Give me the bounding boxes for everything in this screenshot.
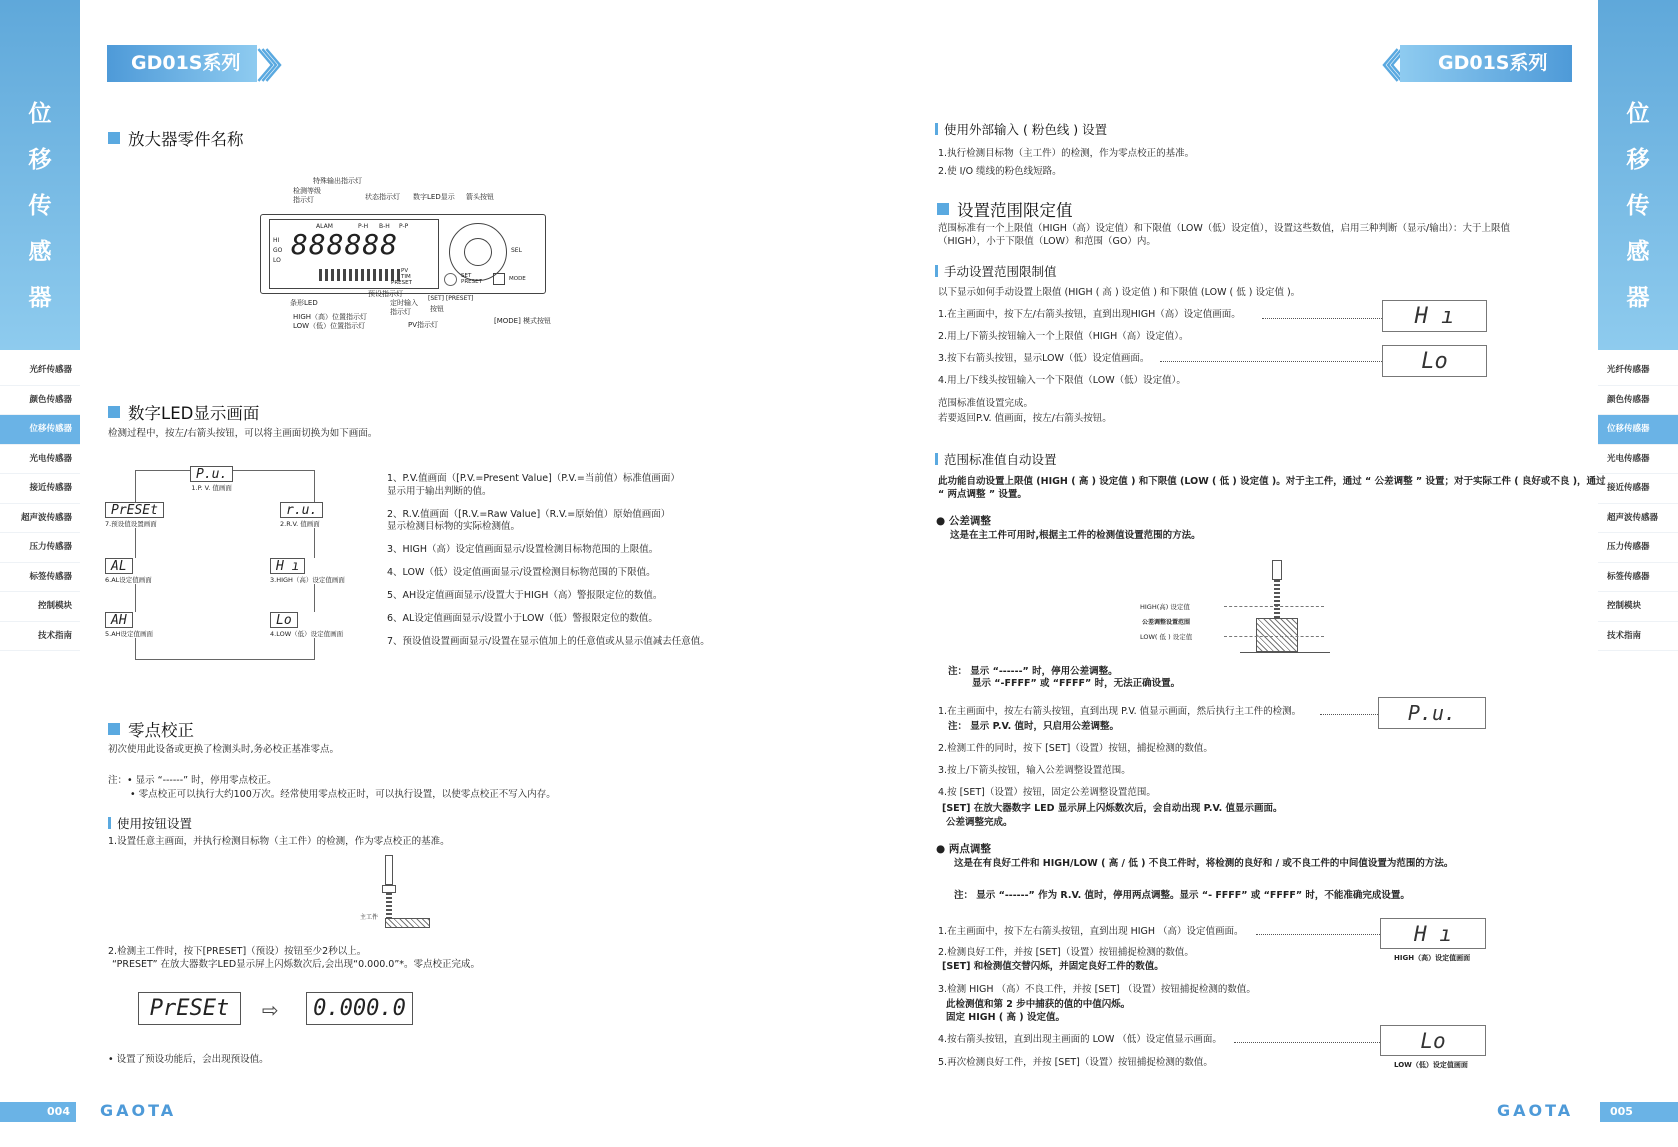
series-title-left: GD01S系列 xyxy=(107,45,257,82)
diagram-label: 检测等级 xyxy=(293,187,321,195)
section-title: 数字LED显示画面 xyxy=(108,400,259,424)
page-number-right: 005 xyxy=(1600,1102,1678,1122)
nav-item[interactable]: 压力传感器 xyxy=(1598,533,1678,563)
mode-low: Lo 4.LOW（低）设定值画面 xyxy=(270,613,344,638)
bar-led xyxy=(319,269,401,281)
nav-left xyxy=(0,356,80,651)
bullet-heading: ● 两点调整 xyxy=(936,843,991,855)
nav-item[interactable]: 标签传感器 xyxy=(0,563,80,593)
nav-item[interactable]: 控制模块 xyxy=(1598,592,1678,622)
nav-item[interactable]: 控制模块 xyxy=(0,592,80,622)
nav-item[interactable]: 光纤传感器 xyxy=(0,356,80,386)
diagram-label: 指示灯 xyxy=(390,308,411,316)
section-intro: 初次使用此设备或更换了检测头时,务必校正基准零点。 xyxy=(108,744,340,755)
section-marker xyxy=(108,406,120,418)
side-title-left: 位 移 传 感 器 xyxy=(28,101,52,311)
diagram-label: 预设指示灯 xyxy=(368,290,403,298)
amplifier-diagram xyxy=(258,170,558,350)
lcd-pv: P.u. xyxy=(1378,697,1486,729)
nav-item[interactable]: 光纤传感器 xyxy=(1598,356,1678,386)
nav-item-active[interactable]: 位移传感器 xyxy=(1598,415,1678,445)
nav-item[interactable]: 压力传感器 xyxy=(0,533,80,563)
seven-segment-display: 888888 xyxy=(291,228,399,261)
mode-rv: r.u. 2.R.V. 值画面 xyxy=(280,502,323,528)
mode-pv: P.u. 1.P. V. 值画面 xyxy=(191,467,232,492)
tolerance-diagram: HIGH(高) 设定值 公差调整设置范围 LOW( 低 ) 设定值 xyxy=(1140,560,1330,660)
note: 注：• 显示 “------” 时，停用零点校正。 xyxy=(108,775,277,786)
diagram-label: 特殊输出指示灯 xyxy=(313,177,362,185)
mode-ah: AH 5.AH设定值画面 xyxy=(105,613,154,638)
bullet-heading: ● 公差调整 xyxy=(936,515,991,527)
set-button[interactable] xyxy=(444,273,457,286)
mode-high: H ı 3.HIGH（高）设定值画面 xyxy=(270,559,345,584)
section-marker xyxy=(108,723,120,735)
arrow-right-icon: ⇨ xyxy=(262,998,279,1022)
amplifier-body: ALAM P-H B-H P-P HI GO LO 888888 PV TIM PRESET SEL SET PRESET MODE xyxy=(260,214,546,294)
section-title: 放大器零件名称 xyxy=(108,126,244,150)
zero-lcd: 0.000.0 xyxy=(306,992,413,1025)
mode-descriptions: 1、P.V.值画面（[P.V.=Present Value]（P.V.=当前值）标准值画面） 显示用于输出判断的值。 2、R.V.值画面（[R.V.=Raw Value]（R.V.=原始值）原始值画面） 显示检测目标物的实际检测值。 3、HIGH（高）设定值画面显示/设置检测目标物范围的上限值。 4、LOW（低）设定值画面显示/设置检测目标物范围的下限值。 5、AH设定值画面显示/设置大于HIGH（高）警报限定位的数值。 6、AL设定值画面显示/设置小于LOW（低）警报限定位的数值。 7、预设值设置画面显示/设置在显示值加上的任意值或从显示值减去任意值。 xyxy=(387,473,710,647)
section-title: 零点校正 xyxy=(108,717,194,741)
diagram-label: 数字LED显示 xyxy=(413,193,455,201)
nav-item[interactable]: 颜色传感器 xyxy=(0,386,80,416)
diagram-label: 箭头按钮 xyxy=(466,193,494,201)
section-title: 设置范围限定值 xyxy=(937,197,1073,221)
subsection-title: 使用外部输入 ( 粉色线 ) 设置 xyxy=(935,120,1107,138)
nav-item[interactable]: 接近传感器 xyxy=(1598,474,1678,504)
brand-logo: GAOTA xyxy=(100,1101,177,1120)
mode-cycle-diagram xyxy=(105,460,355,670)
diagram-label: PV指示灯 xyxy=(408,321,439,329)
nav-item[interactable]: 技术指南 xyxy=(0,622,80,652)
subsection-title: 手动设置范围限制值 xyxy=(935,262,1057,280)
diagram-label: 定时输入 xyxy=(390,299,418,307)
page-number-left: 004 xyxy=(0,1102,76,1122)
step: 1.设置任意主画面，并执行检测目标物（主工件）的检测，作为零点校正的基准。 xyxy=(108,836,450,847)
note: • 零点校正可以执行大约100万次。经常使用零点校正时，可以执行设置，以使零点校正不写入内存。 xyxy=(130,789,556,800)
step: “PRESET” 在放大器数字LED显示屏上闪烁数次后,会出现“0.000.0”*。零点校正完成。 xyxy=(112,959,481,970)
catalog-spread: 位 移 传 感 器 位 移 传 感 器 光纤传感器 颜色传感器 位移传感器 光电传感器 接近传感器 超声波传感器 压力传感器 标签传感器 控制模块 技术指南 光纤传感器 颜色传感器 位移传感器 光电传感器 接近传感器 超声波传感器 压力传感器 标签传感器 控制模块 技术指南 GD01S系列 〉〉〉 〈〈〈 GD01S系列 放大器零件名称 特殊输出指示灯 检测等级 指示灯 状态指示灯 数字LED显示 箭头按钮 ALAM P-H B-H P-P HI GO LO 888888 PV TIM PRESET SEL SET PRESET MODE 预设指示灯 条形LED 定时输入 指示灯 [SET] [PRESET] 按钮 HIGH（高）位置指示灯 LOW（低）位置指示灯 PV指示灯 [MODE] 模式按钮 数字LED显示画面 检测过程中，按左/右箭头按钮，可以将主画面切换为如下画面。 P.u. 1.P. V. 值画面 r.u. 2.R.V. 值画面 H ı 3.HIGH（高）设定值画面 Lo 4.LOW（低）设定值画面 AH 5.AH设定值画面 AL 6.AL设定值画面 PrESEt 7.预设值设置画面 1、P.V.值画面（[P.V.=Present Value]（P.V.=当前值）标准值画面） 显示用于输出判断的值。 2、R.V.值画面（[R.V.=Raw Value]（R.V.=原始值）原始值画面） 显示检测目标物的实际检测值。 3、HIGH（高）设定值画面显示/设置检测目标物范围的上限值。 4、LOW（低）设定值画面显示/设置检测目标物范围的下限值。 5、AH设定值画面显示/设置大于HIGH（高）警报限定位的数值。 6、AL设定值画面显示/设置小于LOW（低）警报限定位的数值。 7、预设值设置画面显示/设置在显示值加上的任意值或从显示值减去任意值。 零点校正 初次使用此设备或更换了检测头时,务必校正基准零点。 注：• 显示 “------” 时，停用零点校正。 • 零点校正可以执行大约100万次。经常使用零点校正时，可以执行设置，以使零点校正不写入内存。 使用按钮设置 1.设置任意主画面，并执行检测目标物（主工件）的检测，作为零点校正的基准。 主工件 2.检测主工件时，按下[PRESET]（预设）按钮至少2秒以上。 “PRESET” 在放大器数字LED显示屏上闪烁数次后,会出现“0.000.0”*。零点校正完成。 PrESEt ⇨ 0.000.0 • 设置了预设功能后，会出现预设值。 使用外部输入 ( 粉色线 ) 设置 1.执行检测目标物（主工件）的检测，作为零点校正的基准。 2.使 I/O 缆线的粉色线短路。 设置范围限定值 范围标准有一个上限值（HIGH（高）设定值）和下限值（LOW（低）设定值），设置这些数值，启用三种判断（显示/输出）：大于上限值 （HIGH），小于下限值（LOW）和范围（GO）内。 手动设置范围限制值 以下显示如何手动设置上限值 (HIGH ( 高 ) 设定值 ) 和下限值 (LOW ( 低 ) 设定值 )。 1.在主画面中，按下左/右箭头按钮，直到出现HIGH（高）设定值画面。 H ı 2.用上/下箭头按钮输入一个上限值（HIGH（高）设定值）。 3.按下右箭头按钮，显示LOW（低）设定值画面。 Lo 4.用上/下线头按钮输入一个下限值（LOW（低）设定值）。 范围标准值设置完成。 若要返回P.V. 值画面，按左/右箭头按钮。 范围标准值自动设置 此功能自动设置上限值 (HIGH ( 高 ) 设定值 ) 和下限值 (LOW ( 低 ) 设定值 )。对于主工件，通过 “ 公差调整 ” 设置；对于实际工件 ( 良好或不良 )，通过 “ 两点调整 ” 设置。 ● 公差调整 这是在主工件可用时,根据主工件的检测值设置范围的方法。 HIGH(高) 设定值 公差调整设置范围 LOW( 低 ) 设定值 注： 显示 “------” 时，停用公差调整。 显示 “-FFFF” 或 “FFFF” 时，无法正确设置。 1.在主画面中，按左右箭头按钮，直到出现 P.V. 值显示画面，然后执行主工件的检测。 P.u. 注： 显示 P.V. 值时，只启用公差调整。 2.检测工件的同时，按下 [SET]（设置）按钮，捕捉检测的数值。 3.按上/下箭头按钮，输入公差调整设置范围。 4.按 [SET]（设置）按钮，固定公差调整设置范围。 [SET] 在放大器数字 LED 显示屏上闪烁数次后，会自动出现 P.V. 值显示画面。 公差调整完成。 ● 两点调整 这是在有良好工件和 HIGH/LOW ( 高 / 低 ) 不良工件时，将检测的良好和 / 或不良工件的中间值设置为范围的方法。 注： 显示 “------” 作为 R.V. 值时，停用两点调整。显示 “- FFFF” 或 “FFFF” 时，不能准确完成设置。 1.在主画面中，按下左右箭头按钮，直到出现 HIGH （高）设定值画面。 H ı HIGH（高）设定值画面 2.检测良好工件，并按 [SET]（设置）按钮捕捉检测的数值。 [SET] 和检测值交替闪烁，并固定良好工件的数值。 3.检测 HIGH （高）不良工件，并按 [SET] （设置）按钮捕捉检测的数值。 此检测值和第 2 步中捕获的值的中值闪烁。 固定 HIGH ( 高 ) 设定值。 4.按右箭头按钮，直到出现主画面的 LOW （低）设定值显示画面。 Lo LOW（低）设定值画面 5.再次检测良好工件，并按 [SET]（设置）按钮捕捉检测的数值。 004 GAOTA GAOTA 005 xyxy=(0,0,1678,1147)
diagram-label: 状态指示灯 xyxy=(365,193,400,201)
diagram-label: [MODE] 模式按钮 xyxy=(494,317,552,325)
lcd-low-2: Lo xyxy=(1380,1025,1486,1056)
section-intro: 检测过程中，按左/右箭头按钮，可以将主画面切换为如下画面。 xyxy=(108,428,378,439)
nav-item[interactable]: 光电传感器 xyxy=(1598,445,1678,475)
nav-item[interactable]: 光电传感器 xyxy=(0,445,80,475)
subsection-title: 范围标准值自动设置 xyxy=(935,450,1057,468)
mode-preset: PrESEt 7.预设值设置画面 xyxy=(105,502,164,528)
side-title-right: 位 移 传 感 器 xyxy=(1626,101,1650,311)
chevron-right-icon: 〉〉〉 xyxy=(257,47,286,87)
probe-illustration: 主工件 xyxy=(360,855,430,930)
nav-item[interactable]: 标签传感器 xyxy=(1598,563,1678,593)
nav-item[interactable]: 接近传感器 xyxy=(0,474,80,504)
step: 2.检测主工件时，按下[PRESET]（预设）按钮至少2秒以上。 xyxy=(108,946,367,957)
diagram-label: 条形LED xyxy=(290,299,318,307)
chevron-left-icon: 〈〈〈 xyxy=(1365,47,1394,87)
mode-button[interactable] xyxy=(493,273,505,285)
lcd-high-2: H ı xyxy=(1380,918,1486,949)
preset-lcd: PrESEt xyxy=(138,992,241,1025)
diagram-label: LOW（低）位置指示灯 xyxy=(293,322,366,330)
nav-right xyxy=(1598,356,1678,651)
series-title-right: GD01S系列 xyxy=(1400,45,1572,82)
brand-logo: GAOTA xyxy=(1497,1101,1574,1120)
section-marker xyxy=(108,132,120,144)
diagram-label: 指示灯 xyxy=(293,196,314,204)
lcd-high: H ı xyxy=(1382,300,1487,332)
arrow-pad-center[interactable] xyxy=(464,238,492,266)
lcd-low: Lo xyxy=(1382,345,1487,377)
section-marker xyxy=(937,203,949,215)
diagram-label: [SET] [PRESET] xyxy=(428,295,474,302)
nav-item[interactable]: 超声波传感器 xyxy=(0,504,80,534)
nav-item[interactable]: 超声波传感器 xyxy=(1598,504,1678,534)
nav-item[interactable]: 技术指南 xyxy=(1598,622,1678,652)
nav-item[interactable]: 颜色传感器 xyxy=(1598,386,1678,416)
nav-item-active[interactable]: 位移传感器 xyxy=(0,415,80,445)
footnote: • 设置了预设功能后，会出现预设值。 xyxy=(108,1054,269,1065)
subsection-title: 使用按钮设置 xyxy=(108,814,192,832)
mode-al: AL 6.AL设定值画面 xyxy=(105,559,152,584)
diagram-label: 按钮 xyxy=(430,305,444,313)
diagram-label: HIGH（高）位置指示灯 xyxy=(293,313,368,321)
